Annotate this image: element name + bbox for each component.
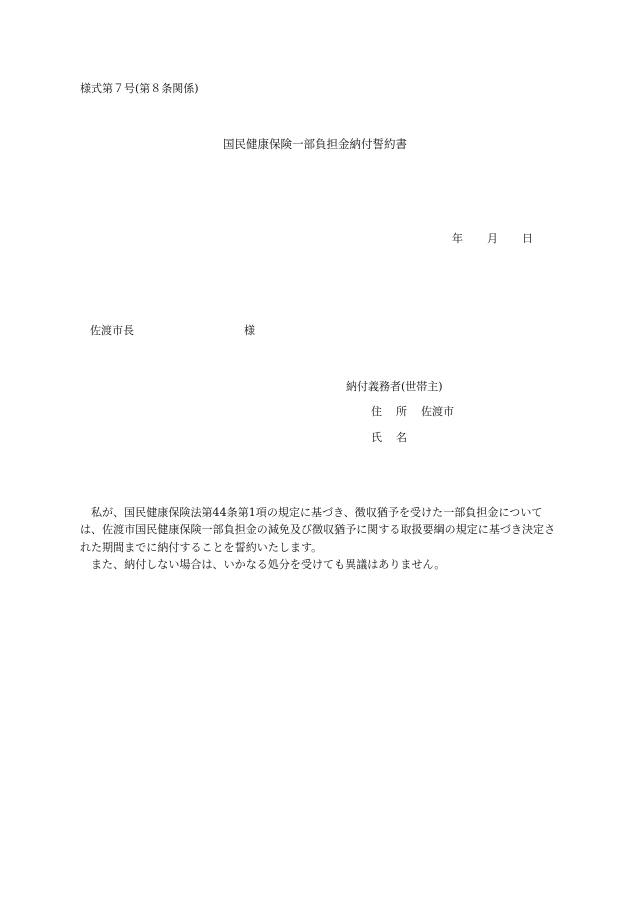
- obligor-address-row: [371, 405, 454, 419]
- addressee-suffix: 様: [244, 324, 255, 337]
- name-label-1: 氏: [371, 431, 382, 444]
- addressee: [90, 324, 255, 338]
- name-label-2: 名: [396, 431, 407, 444]
- address-label-2: 所: [396, 405, 407, 418]
- pledge-paragraph-1: 私が、国民健康保険法第44条第1項の規定に基づき、徴収猶予を受けた一部負担金については、佐渡市国民健康保険一部負担金の減免及び徴収猶予に関する取扱要綱の規定に基づき決定された期間までに納付することを誓約いたします。: [80, 506, 556, 554]
- date-year: 年: [452, 232, 463, 245]
- date-month: 月: [487, 232, 498, 245]
- document-title: 国民健康保険一部負担金納付誓約書: [223, 137, 407, 151]
- date-day: 日: [522, 232, 533, 245]
- obligor-name-row: [371, 431, 407, 445]
- date-line: [452, 232, 533, 246]
- address-value: 佐渡市: [421, 405, 454, 418]
- form-number: 様式第７号(第８条関係): [80, 82, 199, 95]
- obligor-heading: 納付義務者(世帯主): [346, 380, 443, 393]
- address-label-1: 住: [371, 405, 382, 418]
- addressee-name: 佐渡市長: [90, 324, 134, 337]
- pledge-body: [80, 504, 560, 574]
- pledge-paragraph-2: また、納付しない場合は、いかなる処分を受けても異議はありません。: [91, 558, 446, 572]
